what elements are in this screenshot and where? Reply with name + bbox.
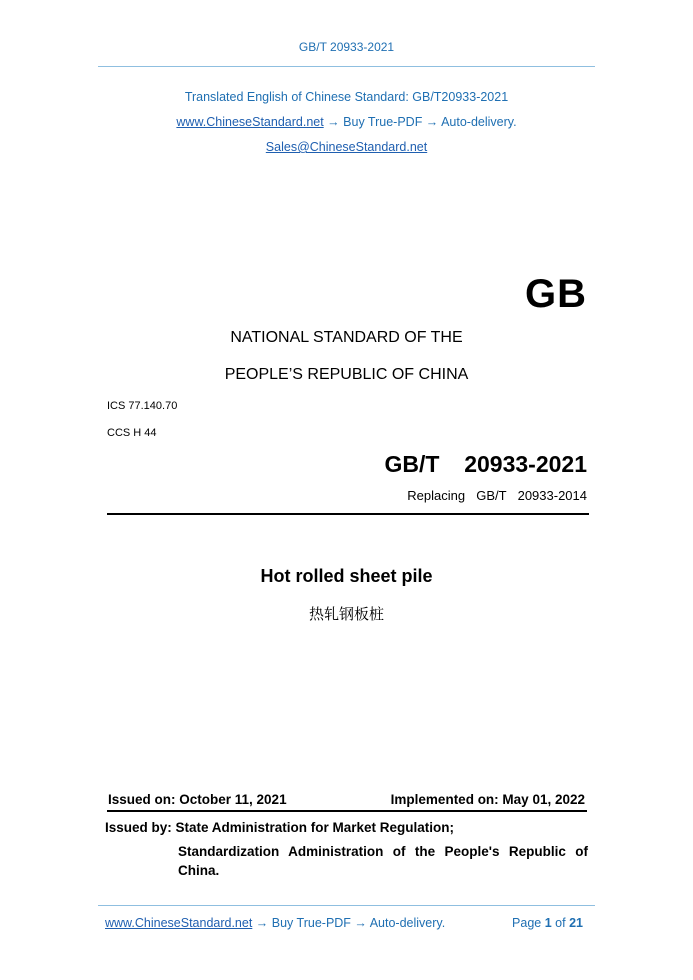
dates-divider	[107, 810, 587, 812]
gb-mark: GB	[525, 272, 587, 316]
issued-by-line: Issued by: State Administration for Market Regulation;	[105, 820, 455, 835]
page-total: 21	[569, 916, 583, 930]
country-heading: PEOPLE’S REPUBLIC OF CHINA	[224, 366, 469, 383]
footer-divider	[98, 905, 595, 906]
header-divider	[98, 66, 595, 67]
issued-by-continuation: Standardization Administration of the People's Republic of China.	[178, 844, 588, 878]
footer-site-link[interactable]: www.ChineseStandard.net	[105, 916, 253, 930]
email-link[interactable]: Sales@ChineseStandard.net	[265, 140, 428, 154]
page-label: Page	[512, 916, 542, 930]
national-standard-heading: NATIONAL STANDARD OF THE	[230, 329, 463, 346]
implemented-on-date: Implemented on: May 01, 2022	[390, 792, 585, 807]
issued-on-date: Issued on: October 11, 2021	[108, 792, 287, 807]
promo-text: → Buy True-PDF → Auto-delivery.	[323, 115, 517, 129]
replacing-note: Replacing GB/T 20933-2014	[407, 488, 587, 503]
standard-number: GB/T 20933-2021	[384, 451, 587, 477]
running-header: GB/T 20933-2021	[298, 40, 395, 54]
footer-promo-text: → Buy True-PDF → Auto-delivery.	[252, 916, 446, 930]
page-of: of	[555, 916, 566, 930]
ccs-code: CCS H 44	[107, 427, 157, 439]
footer-promo	[105, 916, 445, 930]
ics-code: ICS 77.140.70	[107, 400, 178, 412]
page-number	[512, 916, 583, 930]
promo-line-2	[0, 115, 693, 129]
promo-line: Translated English of Chinese Standard: GB/T20933-2021	[184, 90, 509, 104]
promo-line-3	[0, 140, 693, 154]
document-title: Hot rolled sheet pile	[260, 566, 433, 586]
page-current: 1	[544, 916, 552, 930]
document-title-chinese: 热轧钢板桩	[308, 605, 384, 623]
title-divider	[107, 513, 589, 515]
site-link[interactable]: www.ChineseStandard.net	[176, 115, 324, 129]
